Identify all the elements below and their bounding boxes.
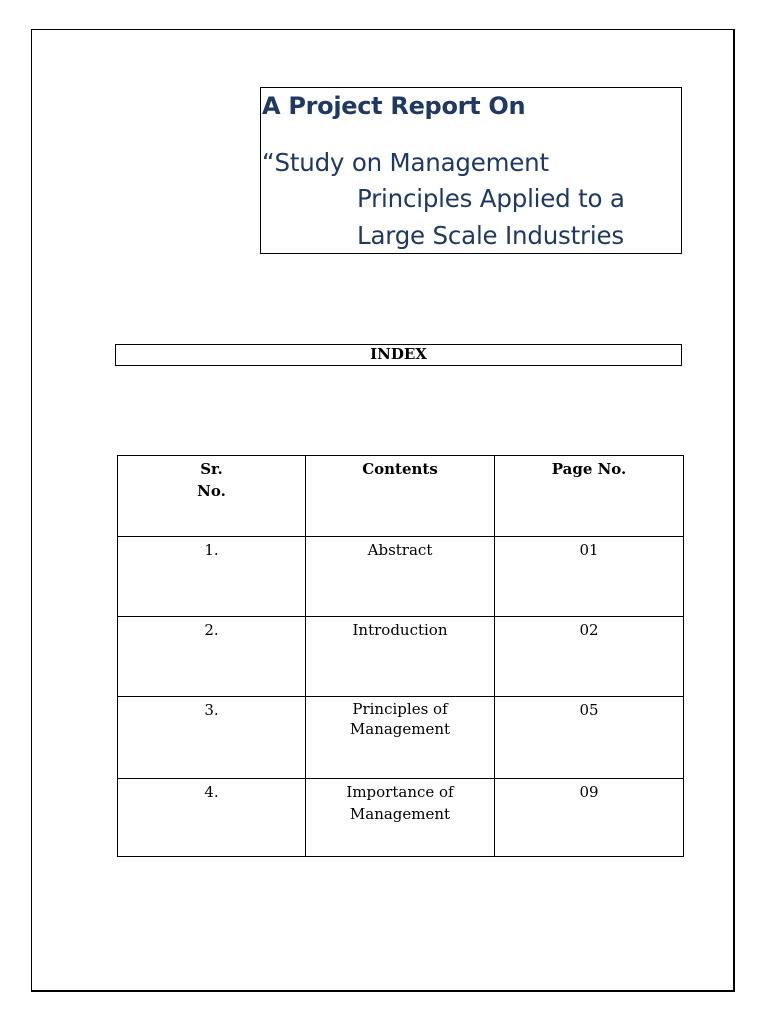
row-contents xyxy=(306,779,495,857)
report-subtitle-line-3: Large Scale Industries xyxy=(357,221,624,250)
row-contents xyxy=(306,537,495,617)
header-sr-line-2: No. xyxy=(197,482,226,500)
report-heading: A Project Report On xyxy=(262,92,526,120)
row-sr-no: 1. xyxy=(118,537,306,617)
header-sr-line-1: Sr. xyxy=(200,460,223,478)
header-sr-no xyxy=(118,456,306,537)
index-table xyxy=(117,455,684,857)
row-contents-line: Abstract xyxy=(367,541,433,559)
row-sr-no: 3. xyxy=(118,697,306,779)
row-contents-line: Importance of xyxy=(346,783,454,801)
header-page-no: Page No. xyxy=(495,456,684,537)
row-page-no: 01 xyxy=(495,537,684,617)
row-contents xyxy=(306,617,495,697)
row-page-no: 09 xyxy=(495,779,684,857)
table-row xyxy=(118,779,684,857)
title-box xyxy=(260,87,682,254)
table-row xyxy=(118,537,684,617)
row-contents-line: Principles of xyxy=(352,700,448,718)
row-contents-line: Management xyxy=(349,805,451,823)
report-subtitle-line-2: Principles Applied to a xyxy=(357,184,625,213)
report-subtitle-line-1: “Study on Management xyxy=(262,148,549,177)
row-page-no: 02 xyxy=(495,617,684,697)
table-row xyxy=(118,697,684,779)
row-sr-no: 4. xyxy=(118,779,306,857)
index-heading: INDEX xyxy=(115,344,682,366)
header-contents: Contents xyxy=(306,456,495,537)
row-contents-line: Introduction xyxy=(352,621,448,639)
table-row xyxy=(118,617,684,697)
table-header-row xyxy=(118,456,684,537)
row-contents xyxy=(306,697,495,779)
row-page-no: 05 xyxy=(495,697,684,779)
row-sr-no: 2. xyxy=(118,617,306,697)
row-contents-line: Management xyxy=(349,720,451,738)
